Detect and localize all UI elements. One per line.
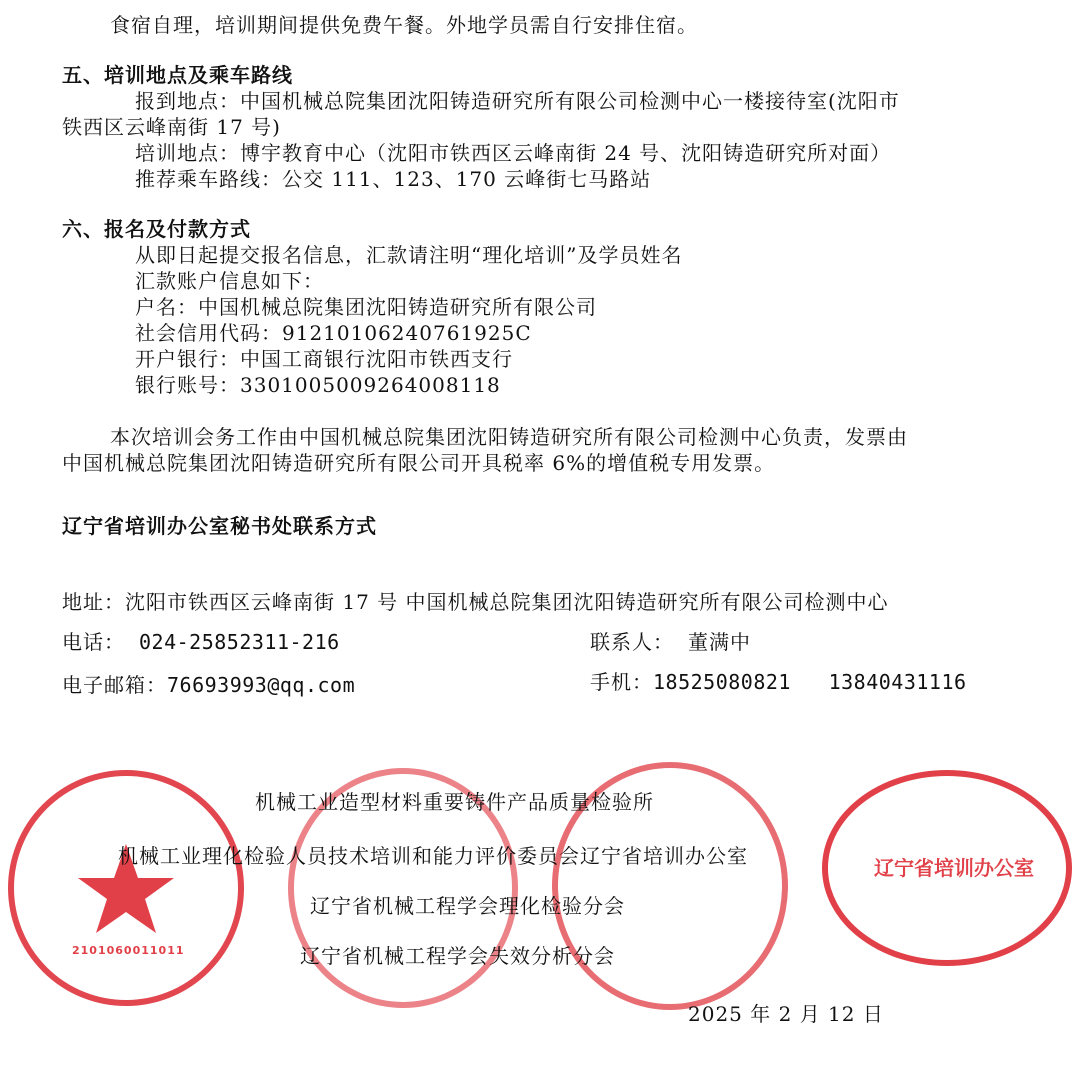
bank-account: 银行账号：3301005009264008118 <box>135 373 501 397</box>
signatory-4: 辽宁省机械工程学会失效分析分会 <box>300 944 615 968</box>
text-line-meals: 食宿自理，培训期间提供免费午餐。外地学员需自行安排住宿。 <box>110 13 698 37</box>
credit-code: 社会信用代码：91210106240761925C <box>135 321 532 345</box>
phone-number: 024-25852311-216 <box>139 630 340 654</box>
seal-liaoning-training-office <box>822 770 1072 966</box>
signatory-2: 机械工业理化检验人员技术培训和能力评价委员会辽宁省培训办公室 <box>118 844 748 868</box>
seal-quality-inspection <box>8 770 244 1006</box>
bank-name: 开户银行：中国工商银行沈阳市铁西支行 <box>135 347 513 371</box>
mobile-row <box>590 669 967 695</box>
checkin-location-cont: 铁西区云峰南街 17 号) <box>62 115 281 139</box>
email-address: 76693993@qq.com <box>167 673 356 697</box>
contact-person-row <box>590 629 751 655</box>
address: 地址：沈阳市铁西区云峰南街 17 号 中国机械总院集团沈阳铸造研究所有限公司检测中心 <box>62 590 889 614</box>
contact-heading: 辽宁省培训办公室秘书处联系方式 <box>62 514 377 538</box>
mobile-numbers: 18525080821 13840431116 <box>653 670 967 694</box>
training-location: 培训地点：博宇教育中心（沈阳市铁西区云峰南街 24 号、沈阳铸造研究所对面） <box>135 141 892 165</box>
signatory-1: 机械工业造型材料重要铸件产品质量检验所 <box>255 790 654 814</box>
mobile-label: 手机： <box>590 670 653 694</box>
email-label: 电子邮箱： <box>62 673 167 697</box>
seal4-center-text: 辽宁省培训办公室 <box>874 856 1034 880</box>
phone-label: 电话： <box>62 630 125 654</box>
seal1-number: 2101060011011 <box>72 944 185 957</box>
checkin-location: 报到地点：中国机械总院集团沈阳铸造研究所有限公司检测中心一楼接待室(沈阳市 <box>135 89 900 113</box>
seal-star-icon <box>14 776 238 1000</box>
section-5-title: 五、培训地点及乘车路线 <box>62 63 293 87</box>
contact-person-name: 董满中 <box>688 630 751 654</box>
email-row <box>62 672 355 698</box>
registration-note: 从即日起提交报名信息，汇款请注明“理化培训”及学员姓名 <box>135 243 683 267</box>
account-name: 户名：中国机械总院集团沈阳铸造研究所有限公司 <box>135 295 597 319</box>
account-info-label: 汇款账户信息如下： <box>135 269 324 293</box>
invoice-paragraph-line2: 中国机械总院集团沈阳铸造研究所有限公司开具税率 6%的增值税专用发票。 <box>62 451 776 475</box>
invoice-paragraph-line1: 本次培训会务工作由中国机械总院集团沈阳铸造研究所有限公司检测中心负责，发票由 <box>110 425 908 449</box>
issue-date: 2025 年 2 月 12 日 <box>688 1002 884 1026</box>
signatory-3: 辽宁省机械工程学会理化检验分会 <box>310 894 625 918</box>
section-6-title: 六、报名及付款方式 <box>62 217 251 241</box>
bus-route: 推荐乘车路线：公交 111、123、170 云峰街七马路站 <box>135 167 652 191</box>
contact-person-label: 联系人： <box>590 630 674 654</box>
phone-row <box>62 629 340 655</box>
